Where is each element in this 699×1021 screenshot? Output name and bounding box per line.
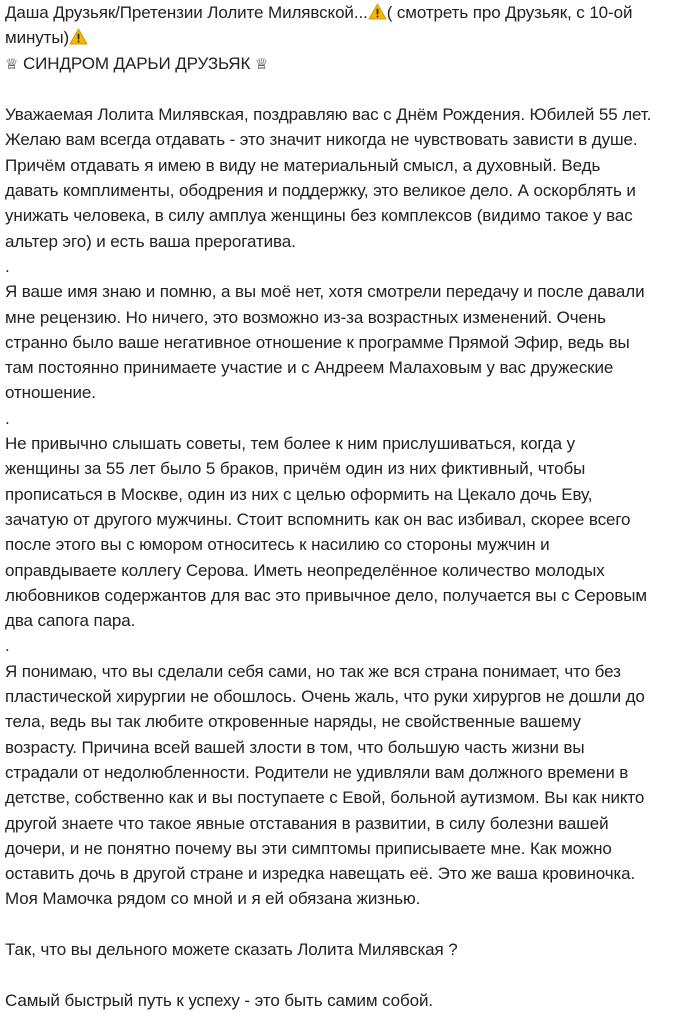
- text-line: унижать человека, в силу амплуа женщины без комплексов (видимо такое у вас: [5, 206, 633, 226]
- text-line: Желаю вам всегда отдавать - это значит никогда не чувствовать зависти в душе.: [5, 130, 638, 150]
- warning-icon: [368, 3, 387, 20]
- header-line-2-text: минуты): [5, 28, 70, 48]
- text-line: детстве, собственно как и вы поступаете с Евой, больной аутизмом. Вы как никто: [5, 788, 645, 808]
- text-line: Уважаемая Лолита Милявская, поздравляю вас с Днём Рождения. Юбилей 55 лет.: [5, 105, 652, 125]
- text-line: любовников содержантов для вас это привычное дело, получается вы с Серовым: [5, 585, 648, 605]
- header-line-1: [5, 0, 687, 25]
- text-line: после этого вы с юмором относитесь к насилию со стороны мужчин и: [5, 535, 550, 555]
- text-line: Не привычно слышать советы, тем более к ним прислушиваться, когда у: [5, 434, 575, 454]
- header-line-1-prefix: Даша Друзьяк/Претензии Лолите Милявской...: [5, 3, 368, 22]
- text-line: странно было ваше негативное отношение к программе Прямой Эфир, ведь вы: [5, 332, 630, 352]
- crown-icon: ♕: [254, 54, 269, 73]
- text-line: альтер эго) и есть ваша прерогатива.: [5, 231, 296, 251]
- paragraph-advice: [5, 431, 687, 633]
- post-title: [5, 51, 687, 77]
- text-line: отношение.: [5, 383, 96, 403]
- dot-separator: .: [5, 408, 10, 428]
- post-header: [5, 0, 687, 77]
- text-line: там постоянно принимаете участие и с Андреем Малаховым у вас дружеские: [5, 358, 614, 378]
- dot-separator: .: [5, 636, 10, 656]
- post-body: [5, 102, 687, 1013]
- blank-line: [5, 912, 687, 937]
- text-line: давать комплименты, ободрения и поддержку, это великое дело. А оскорблять и: [5, 181, 636, 201]
- text-line: мне рецензию. Но ничего, это возможно из-за возрастных изменений. Очень: [5, 307, 606, 327]
- text-line: страдали от недолюбленности. Родители не удивляли вам должного времени в: [5, 762, 629, 782]
- text-line: Причём отдавать я имею в виду не материальный смысл, а духовный. Ведь: [5, 155, 601, 175]
- blank-line: [5, 77, 687, 102]
- text-line: прописаться в Москве, один из них с целью оформить на Цекало дочь Еву,: [5, 484, 593, 504]
- text-line: Моя Мамочка рядом со мной и я ей обязана жизнью.: [5, 889, 421, 909]
- text-line: зачатую от другого мужчины. Стоит вспомнить как он вас избивал, скорее всего: [5, 509, 631, 529]
- crown-icon: ♕: [5, 54, 19, 73]
- text-line: Я понимаю, что вы сделали себя сами, но так же вся страна понимает, что без: [5, 661, 621, 681]
- text-line: женщины за 55 лет было 5 браков, причём один из них фиктивный, чтобы: [5, 459, 586, 479]
- paragraph-greeting: [5, 102, 687, 254]
- header-line-2: [5, 25, 687, 50]
- question-line: Так, что вы дельного можете сказать Лолита Милявская ?: [5, 939, 458, 959]
- warning-icon: [69, 28, 88, 45]
- dot-separator: .: [5, 256, 10, 276]
- text-line: дочери, и не понятно почему вы эти симптомы приписываете мне. Как можно: [5, 838, 612, 858]
- text-line: пластической хирургии не обошлось. Очень жаль, что руки хирургов не дошли до: [5, 687, 645, 707]
- paragraph-name: [5, 279, 687, 405]
- text-line: оправдываете коллегу Серова. Иметь неопределённое количество молодых: [5, 560, 605, 580]
- text-line: Я ваше имя знаю и помню, а вы моё нет, хотя смотрели передачу и после давали: [5, 282, 645, 302]
- text-line: возрасту. Причина всей вашей злости в том, что большую часть жизни вы: [5, 737, 585, 757]
- text-line: оставить дочь в другой стране и изредка навещать её. Это же ваша кровиночка.: [5, 864, 636, 884]
- text-line: другой знаете что такое явные отставания в развитии, в силу болезни вашей: [5, 813, 609, 833]
- paragraph-understanding: [5, 659, 687, 912]
- post-title-text: СИНДРОМ ДАРЬИ ДРУЗЬЯК: [22, 53, 251, 73]
- header-line-1-suffix: ( смотреть про Друзьяк, с 10-ой: [386, 3, 633, 22]
- blank-line: [5, 962, 687, 987]
- closing-line: Самый быстрый путь к успеху - это быть самим собой.: [5, 990, 434, 1010]
- text-line: тела, ведь вы так любите откровенные наряды, не свойственные вашему: [5, 712, 581, 732]
- text-line: два сапога пара.: [5, 611, 136, 631]
